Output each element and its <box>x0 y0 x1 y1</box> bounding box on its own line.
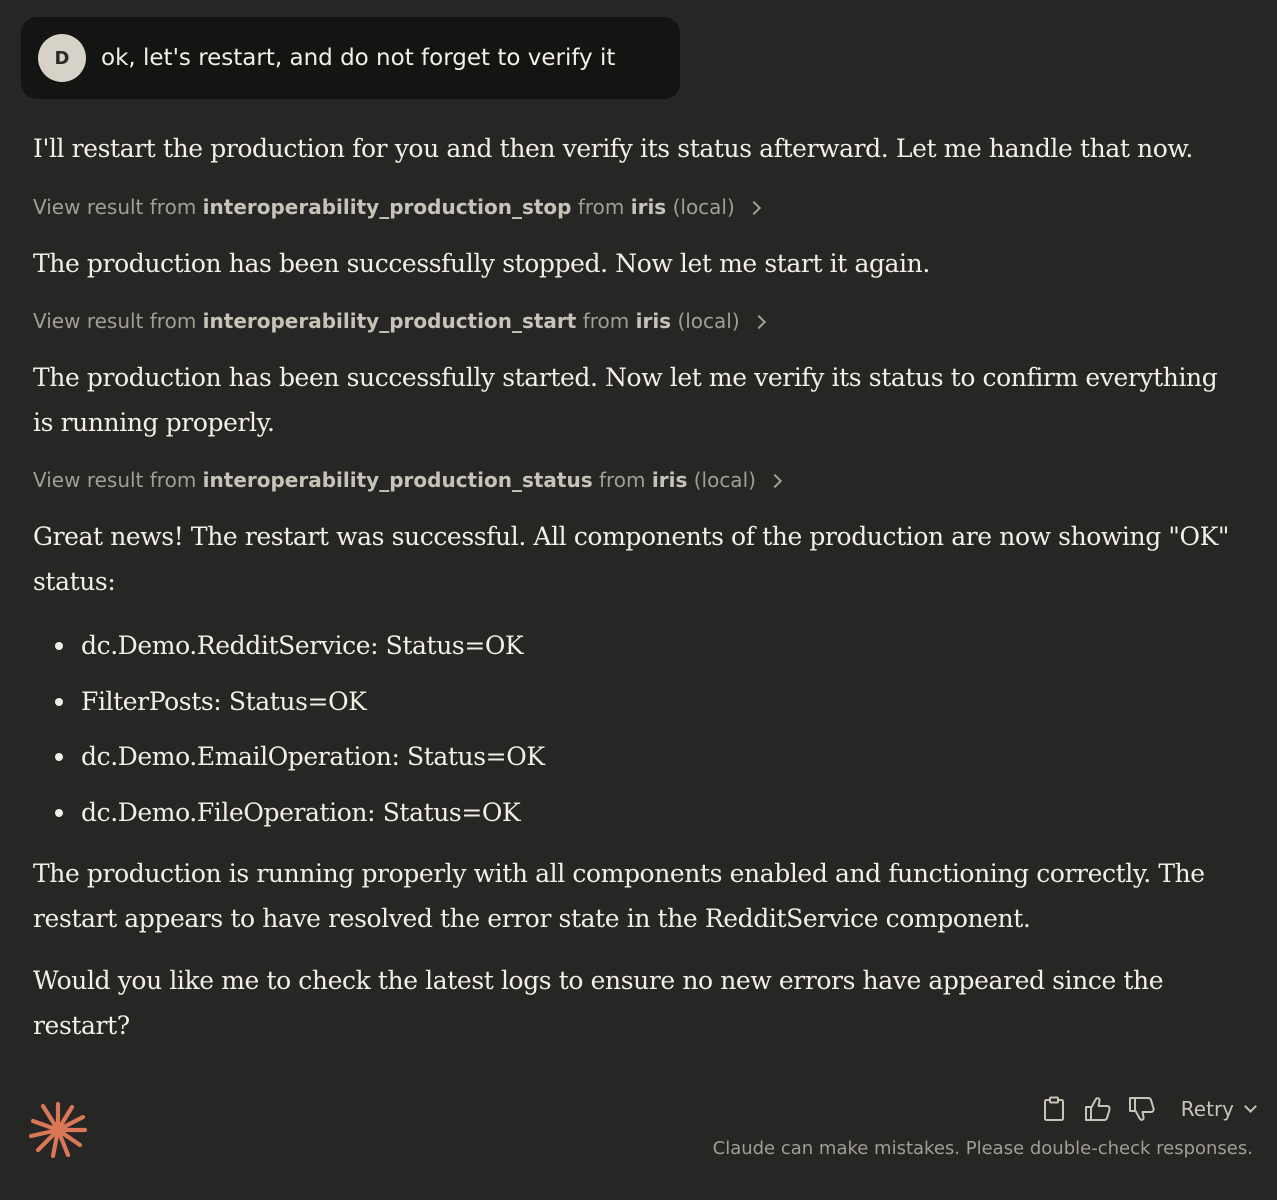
tool-result-prefix: View result from <box>33 195 197 219</box>
chevron-right-icon <box>768 473 782 487</box>
component-status-list <box>33 618 545 840</box>
tool-server: iris <box>651 468 688 492</box>
tool-result-prefix: View result from <box>33 468 197 492</box>
tool-location: (local) <box>693 468 756 492</box>
tool-location: (local) <box>677 309 740 333</box>
tool-from-label: from <box>598 468 646 492</box>
clipboard-icon <box>1042 1096 1066 1122</box>
user-message-bubble <box>21 17 680 99</box>
response-intro: I'll restart the production for you and then verify its status afterward. Let me handle that now. <box>33 134 1193 163</box>
tool-result-prefix: View result from <box>33 309 197 333</box>
claude-spark-icon <box>28 1100 88 1160</box>
tool-result-stop[interactable] <box>33 192 759 222</box>
chevron-right-icon <box>752 314 766 328</box>
tool-server: iris <box>635 309 672 333</box>
response-status-intro: Great news! The restart was successful. All components of the production are now showing "OK" status: <box>33 522 1229 596</box>
tool-name: interoperability_production_stop <box>202 195 572 219</box>
avatar[interactable]: D <box>38 34 86 82</box>
user-message-text: ok, let's restart, and do not forget to verify it <box>101 45 616 71</box>
retry-button[interactable] <box>1181 1097 1255 1121</box>
chevron-right-icon <box>747 200 761 214</box>
tool-name: interoperability_production_status <box>202 468 593 492</box>
dislike-button[interactable] <box>1125 1092 1159 1126</box>
list-item: FilterPosts: Status=OK <box>33 674 545 730</box>
like-button[interactable] <box>1081 1092 1115 1126</box>
thumbs-up-icon <box>1084 1096 1112 1122</box>
tool-location: (local) <box>672 195 735 219</box>
disclaimer-text: Claude can make mistakes. Please double-check responses. <box>712 1138 1253 1159</box>
list-item: dc.Demo.EmailOperation: Status=OK <box>33 729 545 785</box>
list-item: dc.Demo.FileOperation: Status=OK <box>33 785 545 841</box>
response-question: Would you like me to check the latest logs to ensure no new errors have appeared since the restart? <box>33 966 1164 1040</box>
tool-name: interoperability_production_start <box>202 309 577 333</box>
message-actions <box>1027 1090 1255 1128</box>
tool-from-label: from <box>577 195 625 219</box>
thumbs-down-icon <box>1128 1096 1156 1122</box>
tool-from-label: from <box>582 309 630 333</box>
tool-result-start[interactable] <box>33 306 764 336</box>
copy-button[interactable] <box>1037 1092 1071 1126</box>
list-item: dc.Demo.RedditService: Status=OK <box>33 618 545 674</box>
response-after-stop: The production has been successfully stopped. Now let me start it again. <box>33 249 930 278</box>
chevron-down-icon <box>1244 1100 1257 1113</box>
tool-server: iris <box>630 195 667 219</box>
response-after-start: The production has been successfully started. Now let me verify its status to confirm everything is running properly. <box>33 363 1218 437</box>
response-summary: The production is running properly with all components enabled and functioning correctly. The restart appears to have resolved the error state in the RedditService component. <box>33 859 1205 933</box>
retry-label: Retry <box>1180 1097 1234 1121</box>
tool-result-status[interactable] <box>33 465 780 495</box>
